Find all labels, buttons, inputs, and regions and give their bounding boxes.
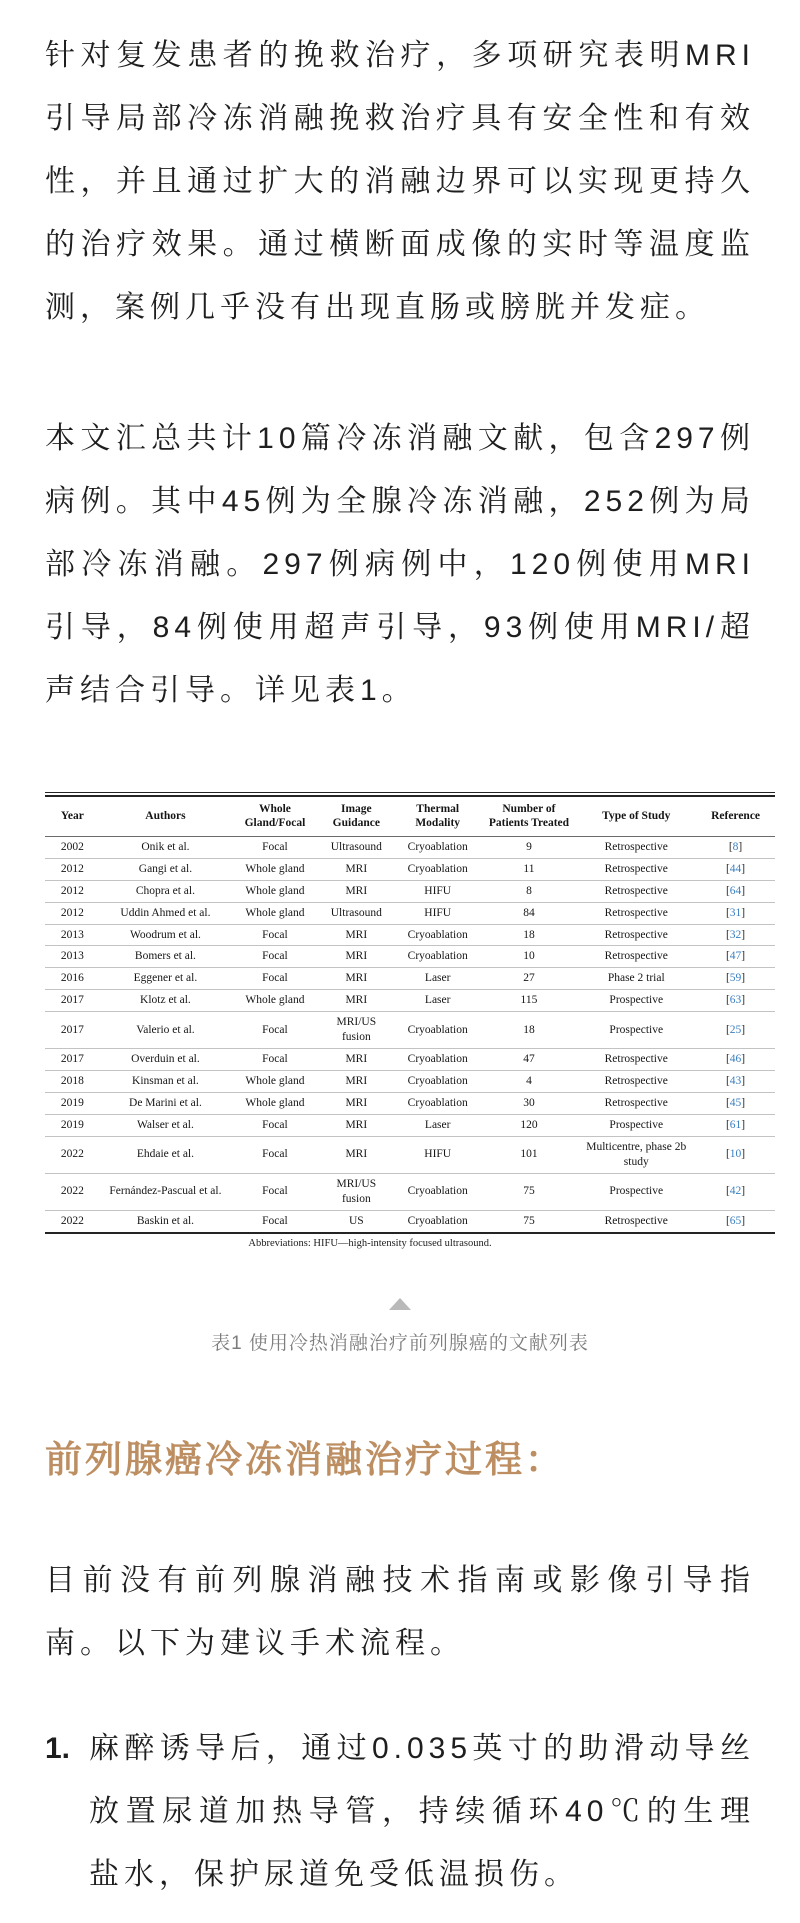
- table-header-row: [45, 796, 775, 836]
- table-cell: Cryoablation: [394, 946, 482, 968]
- table-cell: 2019: [45, 1114, 100, 1136]
- table-cell: 4: [482, 1071, 577, 1093]
- table-cell: Cryoablation: [394, 1210, 482, 1232]
- table-cell: Retrospective: [604, 840, 668, 853]
- table-cell: Baskin et al.: [100, 1210, 231, 1232]
- table-cell: Focal: [262, 840, 288, 853]
- table-cell: MRI/US fusion: [319, 1173, 394, 1210]
- table-row: [45, 880, 775, 902]
- table-footnote: Abbreviations: HIFU—high-intensity focused ultrasound.: [248, 1237, 492, 1249]
- triangle-up-icon: [389, 1298, 411, 1310]
- table-cell: 2019: [45, 1093, 100, 1115]
- table-cell: Retrospective: [576, 1093, 696, 1115]
- ref-bracket: [: [725, 862, 730, 875]
- table-cell: 2002: [60, 840, 84, 853]
- table-cell: 18: [482, 1012, 577, 1049]
- table-row: [45, 858, 775, 880]
- literature-table-figure: [45, 792, 775, 1249]
- ref-bracket: [: [725, 972, 730, 985]
- cell-reference: [696, 1210, 775, 1232]
- table-cell: 2012: [45, 902, 100, 924]
- reference-link[interactable]: 8: [732, 840, 739, 853]
- list-item-number: 1.: [45, 1731, 71, 1765]
- table-cell: Cryoablation: [394, 1049, 482, 1071]
- table-cell: Ultrasound: [330, 840, 382, 853]
- table-cell: 47: [482, 1049, 577, 1071]
- table-cell: Cryoablation: [394, 858, 482, 880]
- cell-reference: [696, 1012, 775, 1049]
- table-border-box: [45, 792, 775, 1234]
- table-cell: Cryoablation: [394, 1012, 482, 1049]
- table-cell: MRI: [319, 1071, 394, 1093]
- table-cell: Focal: [231, 968, 319, 990]
- table-cell: Onik et al.: [141, 840, 190, 853]
- table-cell: Retrospective: [576, 858, 696, 880]
- table-cell: Walser et al.: [100, 1114, 231, 1136]
- reference-link[interactable]: 31: [729, 906, 742, 919]
- table-row: [45, 1173, 775, 1210]
- table-cell: Focal: [231, 1136, 319, 1173]
- table-cell: Retrospective: [576, 946, 696, 968]
- table-cell: Gangi et al.: [100, 858, 231, 880]
- cell-reference: [696, 946, 775, 968]
- cell-reference: [696, 990, 775, 1012]
- ref-bracket: [: [725, 906, 730, 919]
- table-row: [45, 1136, 775, 1173]
- ref-bracket: [: [725, 994, 730, 1007]
- column-header-3: Image Guidance: [319, 796, 394, 836]
- procedure-list: [45, 1717, 755, 1906]
- table-cell: US: [319, 1210, 394, 1232]
- table-cell: Retrospective: [576, 1071, 696, 1093]
- table-row: [45, 946, 775, 968]
- column-header-7: Reference: [696, 796, 775, 836]
- table-cell: Focal: [231, 924, 319, 946]
- ref-bracket: [: [725, 1185, 730, 1198]
- table-cell: 10: [482, 946, 577, 968]
- table-cell: Focal: [231, 1049, 319, 1071]
- column-header-0: Year: [45, 796, 100, 836]
- table-cell: 101: [482, 1136, 577, 1173]
- ref-bracket: [: [725, 1148, 730, 1161]
- table-cell: Uddin Ahmed et al.: [100, 902, 231, 924]
- table-cell: Kinsman et al.: [100, 1071, 231, 1093]
- table-cell: 2022: [45, 1210, 100, 1232]
- table-cell: De Marini et al.: [100, 1093, 231, 1115]
- table-cell: Whole gland: [231, 1093, 319, 1115]
- table-cell: 18: [482, 924, 577, 946]
- table-cell: Laser: [394, 1114, 482, 1136]
- table-cell: Klotz et al.: [100, 990, 231, 1012]
- table-cell: Whole gland: [231, 858, 319, 880]
- table-cell: 8: [482, 880, 577, 902]
- ref-bracket: ]: [741, 994, 746, 1007]
- ref-bracket: [: [728, 840, 733, 853]
- table-cell: 2017: [45, 1012, 100, 1049]
- reference-link[interactable]: 10: [729, 1148, 742, 1161]
- table-cell: HIFU: [394, 1136, 482, 1173]
- reference-link[interactable]: 32: [729, 928, 742, 941]
- table-cell: Whole gland: [231, 902, 319, 924]
- ref-bracket: [: [725, 1214, 730, 1227]
- ref-bracket: [: [725, 1075, 730, 1088]
- table-cell: Prospective: [576, 990, 696, 1012]
- table-cell: Ultrasound: [319, 902, 394, 924]
- ref-bracket: ]: [741, 1023, 746, 1036]
- column-header-5: Number of Patients Treated: [482, 796, 577, 836]
- table-cell: Focal: [231, 1012, 319, 1049]
- table-cell: 2022: [45, 1173, 100, 1210]
- reference-link[interactable]: 47: [729, 950, 742, 963]
- table-cell: Eggener et al.: [100, 968, 231, 990]
- table-cell: MRI: [319, 990, 394, 1012]
- cell-reference: [696, 1093, 775, 1115]
- table-cell: Whole gland: [231, 1071, 319, 1093]
- ref-bracket: ]: [741, 862, 746, 875]
- reference-link[interactable]: 46: [729, 1053, 742, 1066]
- table-cell: MRI: [319, 1049, 394, 1071]
- table-cell: Cryoablation: [394, 1093, 482, 1115]
- table-cell: Overduin et al.: [100, 1049, 231, 1071]
- table-cell: 2013: [45, 924, 100, 946]
- table-cell: Retrospective: [576, 880, 696, 902]
- table-cell: MRI/US fusion: [319, 1012, 394, 1049]
- ref-bracket: ]: [741, 972, 746, 985]
- table-cell: MRI: [319, 1093, 394, 1115]
- table-cell: MRI: [319, 1114, 394, 1136]
- table-cell: 75: [482, 1210, 577, 1232]
- cell-reference: [696, 880, 775, 902]
- cell-reference: [696, 968, 775, 990]
- table-cell: Bomers et al.: [100, 946, 231, 968]
- table-row: [45, 924, 775, 946]
- table-row: [45, 1012, 775, 1049]
- table-cell: 2013: [45, 946, 100, 968]
- table-row: [45, 902, 775, 924]
- cell-reference: [696, 858, 775, 880]
- table-cell: 9: [526, 840, 532, 853]
- reference-link[interactable]: 63: [729, 994, 742, 1007]
- ref-bracket: ]: [741, 950, 746, 963]
- table-row: [45, 836, 775, 858]
- ref-bracket: ]: [741, 1148, 746, 1161]
- cell-reference: [696, 924, 775, 946]
- paragraph-literature-summary: 本文汇总共计10篇冷冻消融文献，包含297例病例。其中45例为全腺冷冻消融，252例为局部冷冻消融。297例病例中，120例使用MRI引导，84例使用超声引导，93例使用MRI/超声结合引导。详见表1。: [45, 422, 755, 707]
- table-cell: HIFU: [394, 880, 482, 902]
- table-cell: 115: [482, 990, 577, 1012]
- cell-reference: [696, 1049, 775, 1071]
- ref-bracket: ]: [741, 1185, 746, 1198]
- literature-table: [45, 795, 775, 1234]
- column-header-1: Authors: [100, 796, 231, 836]
- table-cell: MRI: [319, 1136, 394, 1173]
- table-cell: Laser: [394, 990, 482, 1012]
- table-cell: Fernández-Pascual et al.: [100, 1173, 231, 1210]
- table-cell: 2022: [45, 1136, 100, 1173]
- table-cell: MRI: [319, 880, 394, 902]
- table-cell: Woodrum et al.: [100, 924, 231, 946]
- table-cell: 120: [482, 1114, 577, 1136]
- table-row: [45, 990, 775, 1012]
- table-row: [45, 1114, 775, 1136]
- ref-bracket: ]: [738, 840, 743, 853]
- list-item-text: 麻醉诱导后，通过0.035英寸的助滑动导丝放置尿道加热导管，持续循环40℃的生理盐水，保护尿道免受低温损伤。: [89, 1731, 755, 1891]
- table-cell: Multicentre, phase 2b study: [576, 1136, 696, 1173]
- table-cell: Cryoablation: [394, 1071, 482, 1093]
- table-cell: Cryoablation: [394, 1173, 482, 1210]
- table-cell: Chopra et al.: [100, 880, 231, 902]
- caption-marker: [388, 1297, 412, 1315]
- cell-reference: [696, 1071, 775, 1093]
- paragraph-no-guidelines: 目前没有前列腺消融技术指南或影像引导指南。以下为建议手术流程。: [45, 1563, 755, 1660]
- reference-link[interactable]: 61: [729, 1118, 742, 1131]
- table-cell: 27: [482, 968, 577, 990]
- column-header-6: Type of Study: [576, 796, 696, 836]
- table-cell: 2018: [45, 1071, 100, 1093]
- section-heading: 前列腺癌冷冻消融治疗过程：: [45, 1439, 565, 1481]
- ref-bracket: ]: [741, 1097, 746, 1109]
- reference-link[interactable]: 44: [729, 862, 742, 875]
- table-row: [45, 1210, 775, 1232]
- table-cell: Ehdaie et al.: [100, 1136, 231, 1173]
- ref-bracket: [: [725, 1097, 730, 1109]
- cell-reference: [696, 1173, 775, 1210]
- table-cell: 2017: [45, 990, 100, 1012]
- table-cell: 2012: [45, 858, 100, 880]
- column-header-4: Thermal Modality: [394, 796, 482, 836]
- reference-link[interactable]: 43: [729, 1075, 742, 1088]
- reference-link[interactable]: 25: [729, 1023, 742, 1036]
- reference-link[interactable]: 42: [729, 1185, 742, 1198]
- table-cell: Prospective: [576, 1114, 696, 1136]
- table-cell: Whole gland: [231, 880, 319, 902]
- reference-link[interactable]: 65: [729, 1214, 742, 1227]
- ref-bracket: ]: [741, 928, 746, 941]
- table-row: [45, 1071, 775, 1093]
- table-cell: HIFU: [394, 902, 482, 924]
- reference-link[interactable]: 45: [729, 1097, 742, 1109]
- ref-bracket: ]: [741, 906, 746, 919]
- table-cell: Whole gland: [231, 990, 319, 1012]
- table-cell: Retrospective: [576, 902, 696, 924]
- column-header-2: Whole Gland/Focal: [231, 796, 319, 836]
- table-cell: 75: [482, 1173, 577, 1210]
- ref-bracket: ]: [741, 884, 746, 897]
- table-cell: 30: [482, 1093, 577, 1115]
- table-cell: MRI: [319, 858, 394, 880]
- cell-reference: [696, 1136, 775, 1173]
- cell-reference: [696, 1114, 775, 1136]
- ref-bracket: [: [725, 1118, 730, 1131]
- list-item-step-1: [45, 1717, 755, 1906]
- table-cell: Retrospective: [576, 1210, 696, 1232]
- table-cell: Focal: [231, 1210, 319, 1232]
- table-cell: Cryoablation: [407, 840, 468, 853]
- table-cell: Retrospective: [576, 924, 696, 946]
- table-row: [45, 1093, 775, 1115]
- ref-bracket: ]: [741, 1214, 746, 1227]
- table-cell: Focal: [231, 946, 319, 968]
- table-cell: Retrospective: [576, 1049, 696, 1071]
- table-caption: 表1 使用冷热消融治疗前列腺癌的文献列表: [211, 1332, 589, 1354]
- ref-bracket: [: [725, 1053, 730, 1066]
- table-cell: Focal: [231, 1173, 319, 1210]
- table-cell: MRI: [319, 946, 394, 968]
- table-cell: Phase 2 trial: [576, 968, 696, 990]
- cell-reference: [696, 902, 775, 924]
- ref-bracket: ]: [741, 1118, 746, 1131]
- table-cell: 2016: [45, 968, 100, 990]
- table-cell: Prospective: [576, 1173, 696, 1210]
- ref-bracket: [: [725, 928, 730, 941]
- table-cell: MRI: [319, 968, 394, 990]
- table-cell: Prospective: [576, 1012, 696, 1049]
- paragraph-salvage-therapy: 针对复发患者的挽救治疗，多项研究表明MRI引导局部冷冻消融挽救治疗具有安全性和有效性，并且通过扩大的消融边界可以实现更持久的治疗效果。通过横断面成像的实时等温度监测，案例几乎没有出现直肠或膀胱并发症。: [45, 39, 755, 324]
- table-cell: MRI: [319, 924, 394, 946]
- table-row: [45, 968, 775, 990]
- table-cell: Cryoablation: [394, 924, 482, 946]
- table-cell: Laser: [394, 968, 482, 990]
- ref-bracket: ]: [741, 1075, 746, 1088]
- table-row: [45, 1049, 775, 1071]
- reference-link[interactable]: 64: [729, 884, 742, 897]
- ref-bracket: ]: [741, 1053, 746, 1066]
- ref-bracket: [: [725, 884, 730, 897]
- table-cell: 2012: [45, 880, 100, 902]
- table-cell: 84: [482, 902, 577, 924]
- table-cell: Valerio et al.: [100, 1012, 231, 1049]
- ref-bracket: [: [725, 1023, 730, 1036]
- table-cell: 11: [482, 858, 577, 880]
- table-cell: 2017: [45, 1049, 100, 1071]
- ref-bracket: [: [725, 950, 730, 963]
- cell-reference: [696, 836, 775, 858]
- table-cell: Focal: [231, 1114, 319, 1136]
- reference-link[interactable]: 59: [729, 972, 742, 985]
